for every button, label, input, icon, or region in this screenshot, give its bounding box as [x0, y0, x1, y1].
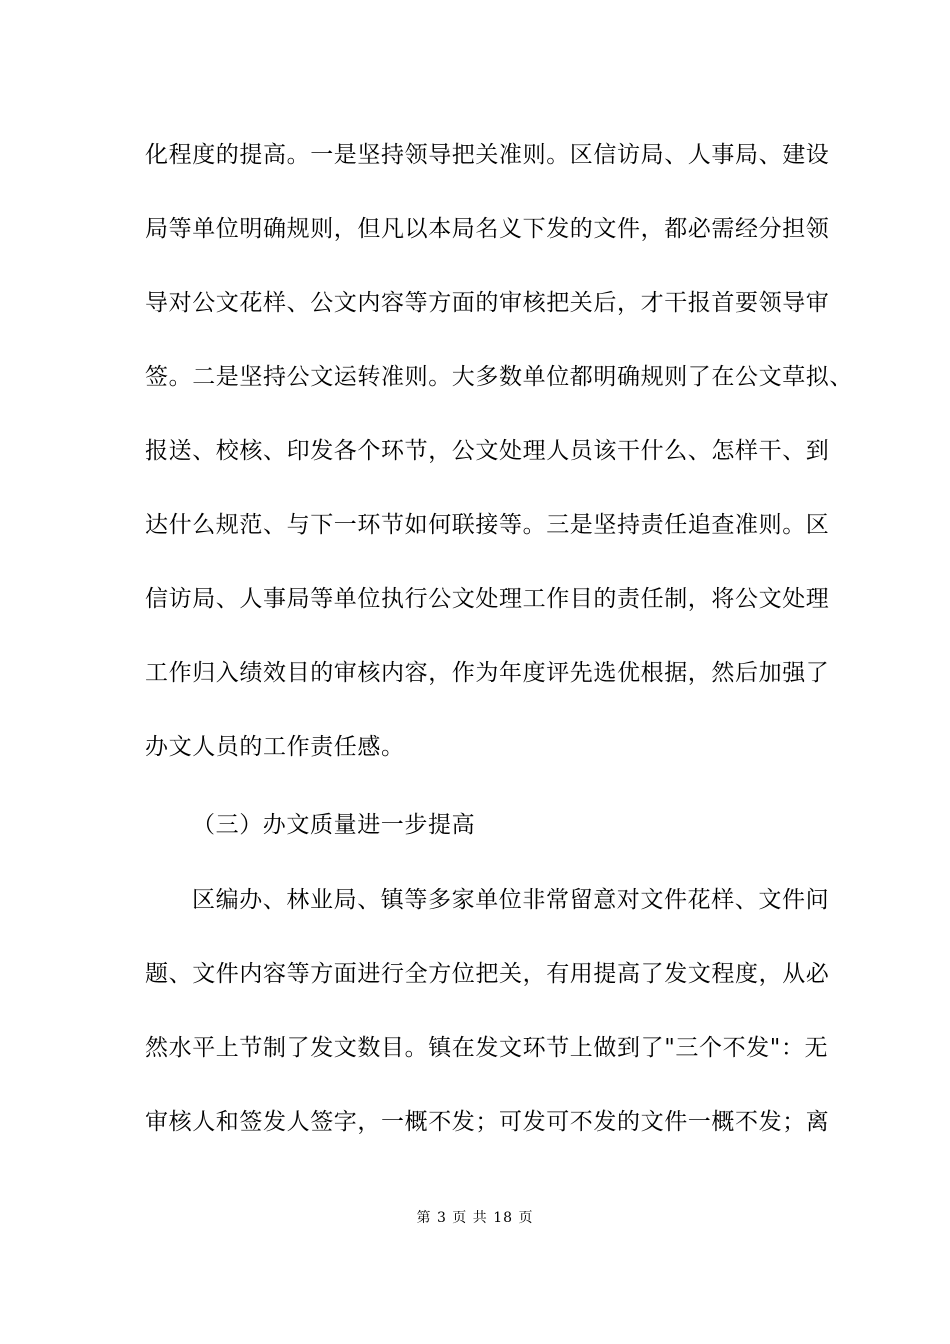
text-line: 区编办、林业局、镇等多家单位非常留意对文件花样、文件问: [192, 887, 830, 913]
text-line: 然水平上节制了发文数目。镇在发文环节上做到了"三个不发"：无: [145, 1035, 829, 1061]
page-number-footer: 第 3 页 共 18 页: [416, 1210, 534, 1226]
text-line: 导对公文花样、公文内容等方面的审核把关后，才干报首要领导审: [145, 290, 830, 316]
text-line: 审核人和签发人签字，一概不发；可发可不发的文件一概不发；离: [145, 1109, 830, 1135]
text-line: 报送、校核、印发各个环节，公文处理人员该干什么、怎样干、到: [145, 438, 830, 464]
text-line: 办文人员的工作责任感。: [145, 734, 405, 760]
text-line: 信访局、人事局等单位执行公文处理工作目的责任制，将公文处理: [145, 586, 830, 612]
section-heading: （三）办文质量进一步提高: [192, 812, 476, 838]
text-line: 达什么规范、与下一环节如何联接等。三是坚持责任追查准则。区: [145, 512, 830, 538]
text-line: 工作归入绩效目的审核内容，作为年度评先选优根据，然后加强了: [145, 660, 830, 686]
text-line: 局等单位明确规则，但凡以本局名义下发的文件，都必需经分担领: [145, 216, 830, 242]
text-line: 题、文件内容等方面进行全方位把关，有用提高了发文程度，从必: [145, 961, 830, 987]
text-line: 化程度的提高。一是坚持领导把关准则。区信访局、人事局、建设: [145, 142, 830, 168]
text-line: 签。二是坚持公文运转准则。大多数单位都明确规则了在公文草拟、: [145, 364, 853, 390]
